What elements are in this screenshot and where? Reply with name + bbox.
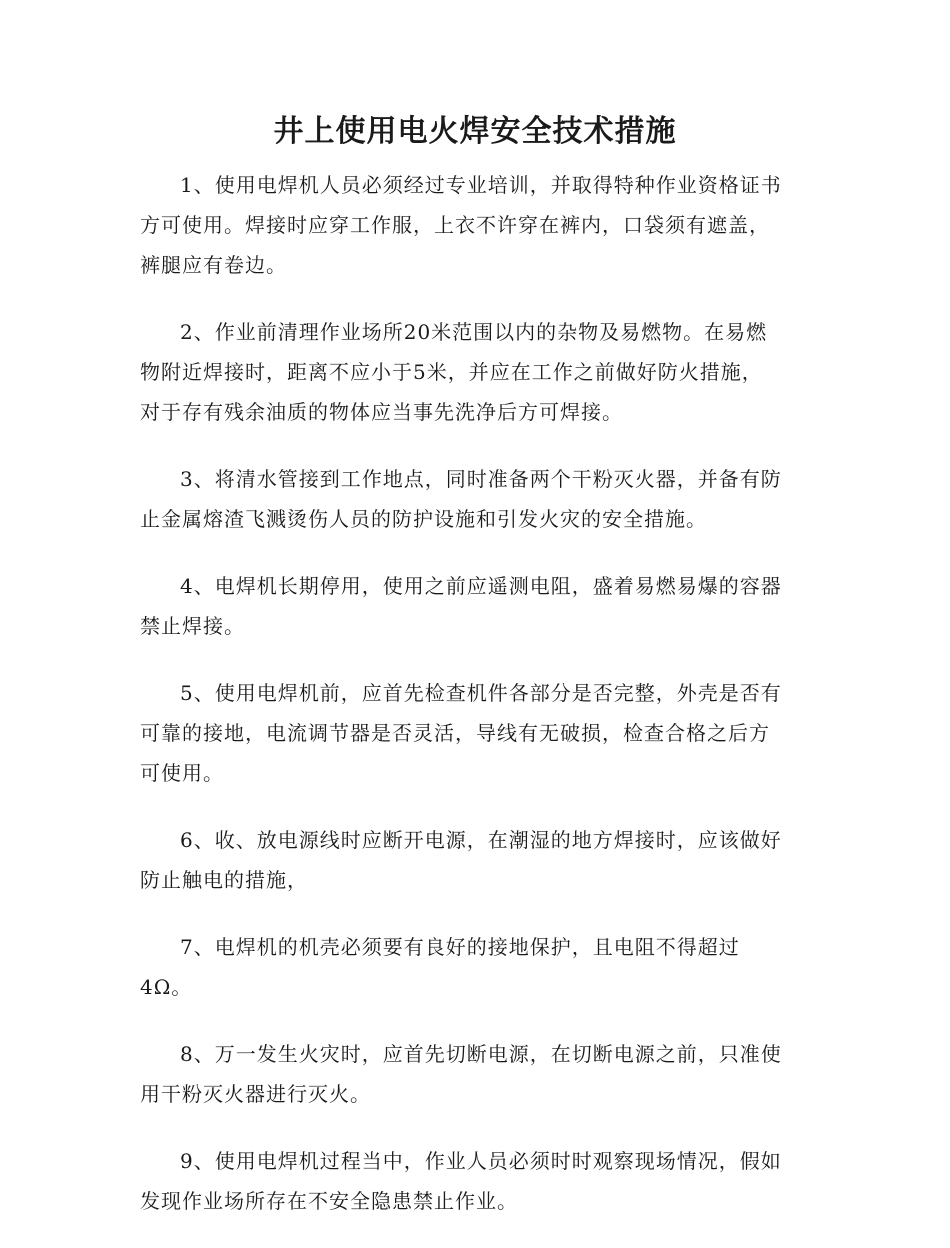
paragraph-line: 2、作业前清理作业场所20米范围以内的杂物及易燃物。在易燃 (180, 320, 768, 344)
paragraph-line: 方可使用。焊接时应穿工作服，上衣不许穿在裤内，口袋须有遮盖， (140, 213, 770, 237)
paragraph-6 (140, 820, 805, 900)
paragraph-4 (140, 566, 805, 646)
paragraph-line: 止金属熔渣飞溅烫伤人员的防护设施和引发火灾的安全措施。 (140, 507, 707, 531)
paragraph-line: 发现作业场所存在不安全隐患禁止作业。 (140, 1189, 518, 1213)
paragraph-line: 用干粉灭火器进行灭火。 (140, 1082, 371, 1106)
paragraph-line: 7、电焊机的机壳必须要有良好的接地保护，且电阻不得超过 (180, 935, 740, 959)
paragraph-line: 禁止焊接。 (140, 614, 245, 638)
paragraph-line: 对于存有残余油质的物体应当事先洗净后方可焊接。 (140, 400, 623, 424)
paragraph-line: 可使用。 (140, 761, 224, 785)
document-body (140, 165, 805, 1248)
paragraph-line: 8、万一发生火灾时，应首先切断电源，在切断电源之前，只准使 (180, 1042, 782, 1066)
paragraph-9 (140, 1141, 805, 1221)
paragraph-line: 6、收、放电源线时应断开电源，在潮湿的地方焊接时，应该做好 (180, 828, 782, 852)
paragraph-line: 裤腿应有卷边。 (140, 253, 287, 277)
paragraph-2 (140, 312, 805, 432)
paragraph-line: 4Ω。 (140, 975, 193, 999)
document-title: 井上使用电火焊安全技术措施 (273, 114, 677, 149)
paragraph-line: 防止触电的措施， (140, 868, 308, 892)
paragraph-line: 4、电焊机长期停用，使用之前应遥测电阻，盛着易燃易爆的容器 (180, 574, 782, 598)
paragraph-8 (140, 1034, 805, 1114)
paragraph-line: 可靠的接地，电流调节器是否灵活，导线有无破损，检查合格之后方 (140, 721, 770, 745)
paragraph-7 (140, 927, 805, 1007)
paragraph-1 (140, 165, 805, 285)
paragraph-line: 5、使用电焊机前，应首先检查机件各部分是否完整，外壳是否有 (180, 681, 782, 705)
paragraph-line: 9、使用电焊机过程当中，作业人员必须时时观察现场情况，假如 (180, 1149, 782, 1173)
paragraph-line: 1、使用电焊机人员必须经过专业培训，并取得特种作业资格证书 (180, 173, 782, 197)
paragraph-3 (140, 459, 805, 539)
paragraph-line: 3、将清水管接到工作地点，同时准备两个干粉灭火器，并备有防 (180, 467, 782, 491)
paragraph-line: 物附近焊接时，距离不应小于5米，并应在工作之前做好防火措施， (140, 360, 763, 384)
paragraph-5 (140, 673, 805, 793)
